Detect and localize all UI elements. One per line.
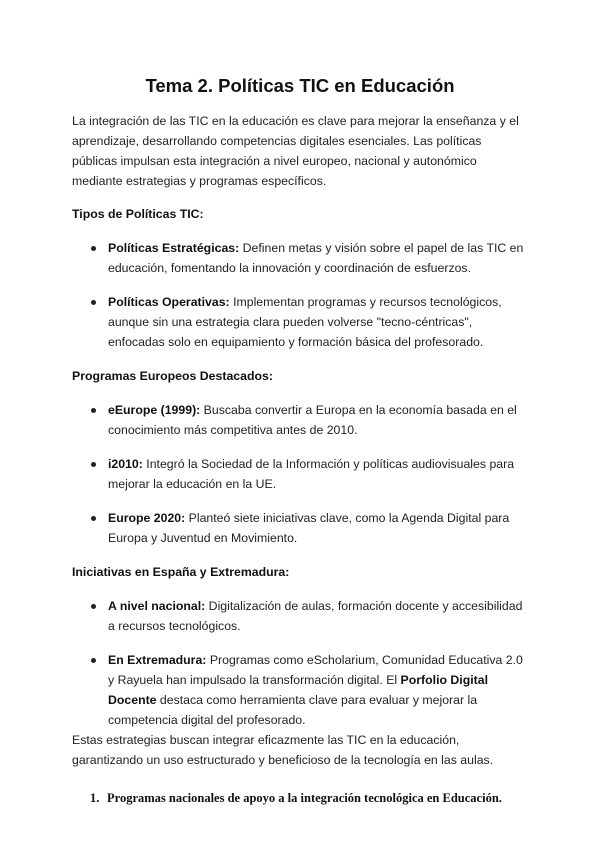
closing-paragraph: Estas estrategias buscan integrar eficazmente las TIC en la educación, garantizando un uso estructurado y beneficioso de la tecnología en las aulas. [72,733,494,767]
list-iniciativas [72,596,528,730]
section-heading-programas: Programas Europeos Destacados: [72,369,273,383]
bullet-icon [91,462,96,467]
item-term: A nivel nacional: [108,599,206,613]
item-text: Integró la Sociedad de la Información y políticas audiovisuales para mejorar la educación en la UE. [108,457,515,491]
item-text: Definen metas y visión sobre el papel de las TIC en educación, fomentando la innovación y coordinación de esfuerzos. [108,241,524,275]
bullet-icon [91,604,96,609]
section-heading-tipos: Tipos de Políticas TIC: [72,207,204,221]
numbered-heading-number: 1. [90,791,100,805]
section-heading-iniciativas: Iniciativas en España y Extremadura: [72,565,290,579]
item-term: Políticas Operativas: [108,295,230,309]
bullet-icon [91,246,96,251]
item-text: Programas como eScholarium, Comunidad Educativa 2.0 y Rayuela han impulsado la transformación digital. El [108,653,523,687]
numbered-heading [72,788,528,808]
bullet-icon [91,408,96,413]
list-item [72,508,528,548]
bullet-icon [91,516,96,521]
item-text: Digitalización de aulas, formación docente y accesibilidad a recursos tecnológicos. [108,599,523,633]
item-term: eEurope (1999): [108,403,201,417]
item-text: Implementan programas y recursos tecnológicos, aunque sin una estrategia clara pueden volverse "tecno-céntricas", enfocadas solo en equipamiento y formación básica del profesorado. [108,295,502,349]
list-item [72,596,528,636]
list-tipos [72,238,528,352]
list-item [72,238,528,278]
item-term: Políticas Estratégicas: [108,241,240,255]
intro-paragraph: La integración de las TIC en la educación es clave para mejorar la enseñanza y el aprendizaje, desarrollando competencias digitales esenciales. Las políticas públicas impulsan esta integración a nivel europeo, nacional y autonómico mediante estrategias y programas específicos. [72,114,519,188]
list-item [72,400,528,440]
list-programas [72,400,528,548]
item-text: Buscaba convertir a Europa en la economía basada en el conocimiento más competitiva antes de 2010. [108,403,517,437]
bullet-icon [91,658,96,663]
list-item [72,454,528,494]
list-item [72,292,528,352]
item-text: Planteó siete iniciativas clave, como la Agenda Digital para Europa y Juventud en Movimiento. [108,511,510,545]
item-text-continued: destaca como herramienta clave para evaluar y mejorar la competencia digital del profesorado. [108,693,478,727]
item-bold-phrase: Porfolio Digital Docente [108,673,488,707]
item-term: i2010: [108,457,143,471]
numbered-heading-text: Programas nacionales de apoyo a la integración tecnológica en Educación. [107,791,502,805]
item-term: En Extremadura: [108,653,207,667]
item-term: Europe 2020: [108,511,186,525]
page-title: Tema 2. Políticas TIC en Educación [145,75,455,96]
bullet-icon [91,300,96,305]
list-item [72,650,528,730]
